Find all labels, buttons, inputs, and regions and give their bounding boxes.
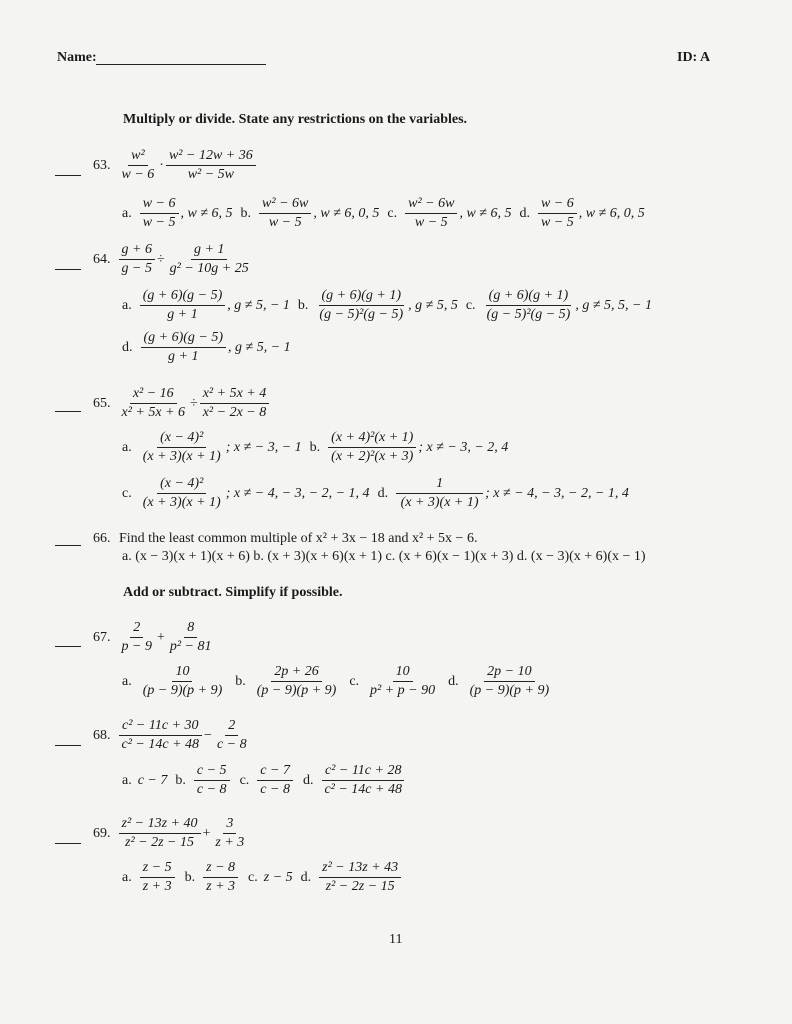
choice-label: c.	[122, 485, 132, 501]
choice-restriction: , w ≠ 6, 0, 5	[578, 205, 645, 221]
choice-label: b.	[175, 772, 186, 788]
choice-a[interactable]: $\frac{10}{(p - 9)(p + 9)}$	[142, 664, 223, 698]
fraction: $\frac{g + 1}{\text{g² − 10g + 25}}$	[169, 242, 249, 276]
answer-blank-64[interactable]	[55, 269, 81, 270]
choice-label: d.	[302, 772, 314, 788]
choice-label: d.	[300, 869, 312, 885]
choice-d[interactable]: $\frac{(g + 6)(g - 5)}{g + 1}$	[141, 330, 227, 365]
choice-d[interactable]: $\frac{2p - 10}{(p - 9)(p + 9)}$	[469, 664, 550, 698]
choice-restriction: ; x ≠ − 3, − 2, 4	[418, 439, 509, 455]
choice-label: c.	[349, 673, 360, 689]
question-64-choices-row1	[122, 288, 652, 323]
operator: ÷	[190, 395, 198, 411]
operator: +	[156, 629, 165, 645]
fraction: $\frac{2}{p - 9}$	[121, 620, 152, 654]
operator: −	[204, 727, 212, 743]
question-65-choices-row2	[122, 476, 629, 511]
question-65-stem	[93, 386, 271, 421]
choice-restriction: , w ≠ 6, 5	[180, 205, 233, 221]
choice-a[interactable]: $\frac{\text{(x − 4)²}}{(x + 3)(x + 1)}$	[142, 430, 221, 464]
choice-b[interactable]: $\frac{\text{w² − 6w}}{w - 5}$	[259, 196, 311, 231]
operator: ·	[159, 157, 164, 173]
choice-c[interactable]: z − 5	[263, 869, 293, 885]
choice-b[interactable]: $\frac{\text{(x + 4)²(x + 1)}}{\text{(x + 2)²(x + 3)}}$	[328, 430, 416, 465]
choice-d[interactable]: $\frac{\text{z² − 13z + 43}}{\text{z² − 2z − 15}}$	[319, 860, 401, 895]
choice-d[interactable]: $\frac{\text{c² − 11c + 28}}{\text{c² − 14c + 48}}$	[321, 763, 405, 798]
choice-label: b.	[235, 673, 246, 689]
choice-restriction: , g ≠ 5, − 1	[227, 297, 290, 313]
choice-b[interactable]: $\frac{(g + 6)(g + 1)}{\text{(g − 5)²(g − 5)}}$	[319, 288, 404, 322]
question-number: 63.	[93, 157, 111, 173]
id-label: ID: A	[677, 50, 711, 65]
choice-restriction: ; x ≠ − 4, − 3, − 2, − 1, 4	[485, 485, 629, 501]
choice-label: a.	[122, 205, 132, 221]
choice-label: b.	[184, 869, 196, 885]
answer-blank-67[interactable]	[55, 646, 81, 647]
question-67-stem	[93, 620, 217, 655]
choice-b[interactable]: $\frac{2p + 26}{(p - 9)(p + 9)}$	[256, 664, 337, 698]
choice-label: c.	[387, 205, 398, 221]
question-number: 69.	[93, 825, 111, 841]
answer-blank-65[interactable]	[55, 411, 81, 412]
fraction: $\frac{\text{z² − 13z + 40}}{\text{z² − 2z − 15}}$	[119, 816, 201, 851]
choice-restriction: , g ≠ 5, − 1	[228, 339, 291, 355]
choice-label: a.	[122, 673, 132, 689]
question-64-stem	[93, 242, 254, 277]
question-66-stem	[93, 531, 477, 547]
question-68-stem	[93, 718, 252, 753]
choice-label: c.	[248, 869, 258, 885]
page-number: 11	[389, 932, 403, 947]
question-63-stem	[93, 148, 258, 183]
choice-d[interactable]: $\frac{1}{(x + 3)(x + 1)}$	[396, 476, 483, 511]
fraction: $\frac{3}{z + 3}$	[215, 816, 245, 850]
choice-a[interactable]: $\frac{(g + 6)(g - 5)}{g + 1}$	[140, 288, 226, 323]
answer-blank-68[interactable]	[55, 745, 81, 746]
choice-c[interactable]: $\frac{\text{w² − 6w}}{w - 5}$	[405, 196, 457, 231]
name-field[interactable]	[96, 64, 266, 65]
question-64-choices-row2	[122, 330, 291, 365]
question-number: 67.	[93, 629, 111, 645]
fraction: $\frac{\text{c² − 11c + 30}}{\text{c² − 14c + 48}}$	[119, 718, 203, 753]
choice-restriction: , w ≠ 6, 0, 5	[313, 205, 380, 221]
choice-c[interactable]: $\frac{c - 7}{c - 8}$	[257, 763, 293, 798]
question-67-choices	[122, 664, 554, 699]
choice-label: d.	[519, 205, 530, 221]
question-number: 66.	[93, 531, 111, 546]
answer-blank-63[interactable]	[55, 175, 81, 176]
choice-restriction: , g ≠ 5, 5, − 1	[575, 297, 652, 313]
question-number: 64.	[93, 251, 111, 267]
choice-label: a.	[122, 439, 132, 455]
fraction: $\frac{8}{\text{p² − 81}}$	[169, 620, 212, 654]
choice-label: c.	[465, 297, 476, 313]
question-text: Find the least common multiple of x² + 3x − 18 and x² + 5x − 6.	[119, 531, 478, 546]
answer-blank-69[interactable]	[55, 843, 81, 844]
question-66-choices[interactable]: a. (x − 3)(x + 1)(x + 6) b. (x + 3)(x + 6)(x + 1) c. (x + 6)(x − 1)(x + 3) d. (x − 3)(x + 6)(x − 1)	[122, 549, 646, 564]
choice-label: c.	[239, 772, 250, 788]
choice-d[interactable]: $\frac{w - 6}{w - 5}$	[538, 196, 577, 231]
choice-label: d.	[377, 485, 389, 501]
question-69-choices	[122, 860, 403, 895]
choice-label: b.	[240, 205, 252, 221]
fraction: $\frac{2}{c - 8}$	[216, 718, 247, 752]
choice-label: a.	[122, 869, 132, 885]
fraction: $\frac{\text{w² − 12w + 36}}{\text{w² − 5w}}$	[166, 148, 256, 183]
choice-a[interactable]: $\frac{z - 5}{z + 3}$	[140, 860, 175, 895]
answer-blank-66[interactable]	[55, 545, 81, 546]
question-65-choices-row1	[122, 430, 508, 465]
operator: +	[202, 825, 211, 841]
choice-b[interactable]: $\frac{z - 8}{z + 3}$	[203, 860, 238, 895]
choice-restriction: ; x ≠ − 3, − 1	[225, 439, 302, 455]
fraction: $\frac{g + 6}{g - 5}$	[119, 242, 155, 277]
question-number: 68.	[93, 727, 111, 743]
section-instruction-multiply: Multiply or divide. State any restrictions on the variables.	[123, 112, 468, 127]
operator: ÷	[156, 251, 165, 267]
choice-label: b.	[297, 297, 309, 313]
choice-c[interactable]: $\frac{\text{(x − 4)²}}{(x + 3)(x + 1)}$	[142, 476, 221, 510]
question-69-stem	[93, 816, 249, 851]
choice-label: d.	[448, 673, 459, 689]
choice-label: a.	[122, 772, 132, 788]
question-number: 65.	[93, 395, 111, 411]
choice-c[interactable]: $\frac{(g + 6)(g + 1)}{\text{(g − 5)²(g − 5)}}$	[486, 288, 571, 322]
choice-restriction: ; x ≠ − 4, − 3, − 2, − 1, 4	[225, 485, 370, 501]
section-instruction-add: Add or subtract. Simplify if possible.	[123, 585, 343, 600]
question-68-choices	[122, 763, 407, 798]
choice-a[interactable]: c − 7	[137, 772, 168, 788]
choice-a[interactable]: $\frac{w - 6}{w - 5}$	[140, 196, 179, 231]
choice-restriction: , w ≠ 6, 5	[459, 205, 512, 221]
name-label: Name:	[57, 50, 97, 65]
fraction: $\frac{\text{x² − 16}}{\text{x² + 5x + 6}}$	[121, 386, 186, 420]
fraction: $\frac{\text{w²}}{w - 6}$	[121, 148, 155, 182]
choice-restriction: , g ≠ 5, 5	[408, 297, 458, 313]
choice-label: a.	[122, 297, 132, 313]
choice-c[interactable]: $\frac{10}{\text{p² + p − 90}}$	[370, 664, 436, 698]
question-63-choices	[122, 196, 645, 231]
choice-label: b.	[309, 439, 321, 455]
choice-label: d.	[122, 339, 133, 355]
fraction: $\frac{\text{x² + 5x + 4}}{\text{x² − 2x − 8}}$	[200, 386, 270, 421]
choice-b[interactable]: $\frac{c - 5}{c - 8}$	[194, 763, 230, 798]
